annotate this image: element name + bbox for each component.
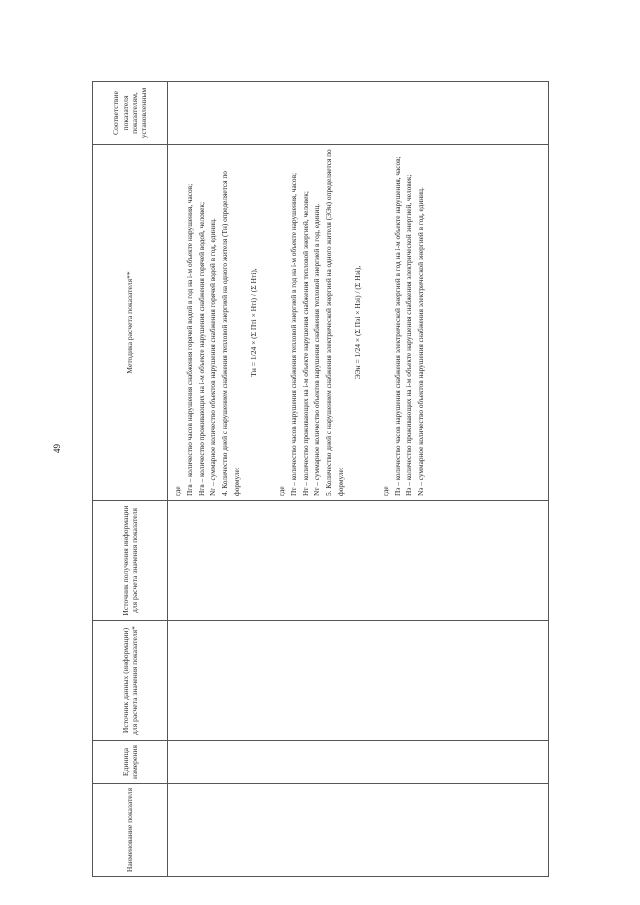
header-indicator-name: Наименование показателя (93, 784, 168, 877)
page-number: 49 (52, 444, 62, 453)
method-text: где (173, 486, 182, 496)
table-row (168, 82, 549, 877)
method-text: где (380, 486, 390, 496)
indicator-table (92, 81, 549, 877)
header-info-source: Источник получения информации для расчета значения показателя (93, 501, 168, 621)
header-correspondence: Соответствие показателя показателям, установленным (93, 82, 168, 145)
method-text: 4. Количество дней с нарушением снабжения тепловой энергией на одного жителя (Тн) определяется по формуле: (220, 171, 242, 496)
cell-unit (168, 741, 549, 784)
header-data-source: Источник данных (информации) для расчета значения показателя* (93, 621, 168, 741)
method-text: где (276, 486, 286, 496)
method-text: Пэ – количество часов нарушения снабжения электрической энергией в год на i-м объекте нарушения, часов; (392, 156, 402, 496)
formula-heat: Тн = 1/24 × (Σ Птi × Нтi) / (Σ Нтi), (248, 268, 258, 377)
method-text: Nг – суммарное количество объектов нарушения снабжения горячей водой в год, единиц. (208, 218, 218, 496)
method-text: 5. Количество дней с нарушением снабжения электрической энергией на одного жителя (ЭЭн) определяется по формуле: (324, 149, 345, 496)
cell-correspondence (168, 82, 549, 145)
cell-info-source (168, 501, 549, 621)
method-text: Пгв – количество часов нарушения снабжения горячей водой в год на i-м объекте нарушения, часов; (184, 183, 194, 496)
cell-data-source (168, 621, 549, 741)
header-method: Методика расчета показателя** (93, 145, 168, 501)
method-text: Пт – количество часов нарушения снабжения тепловой энергией в год на i-м объекте нарушения, часов; (288, 172, 298, 496)
formula-electricity: ЭЭн = 1/24 × (Σ Пэi × Нэi) / (Σ Нэi), (352, 265, 362, 380)
method-text: Nэ – суммарное количество объектов нарушения снабжения электрической энергией в год, единиц. (416, 187, 426, 496)
table-header-row (93, 82, 168, 877)
method-text: Нгв – количество проживающих на i-м объекте нарушения снабжения горячей водой, человек; (196, 202, 206, 496)
method-text: Нт – количество проживающих на i-м объекте нарушения снабжения тепловой энергией, человек; (300, 191, 310, 496)
rotated-table-container (92, 82, 549, 877)
method-text: Нэ – количество проживающих на i-м объекте нарушения снабжения электрической энергией, человек; (404, 174, 414, 496)
header-unit: Единица измерения (93, 741, 168, 784)
method-text: Nт – суммарное количество объектов нарушения снабжения тепловой энергией в год, единиц. (312, 203, 322, 496)
cell-method (168, 145, 549, 501)
cell-indicator-name (168, 784, 549, 877)
